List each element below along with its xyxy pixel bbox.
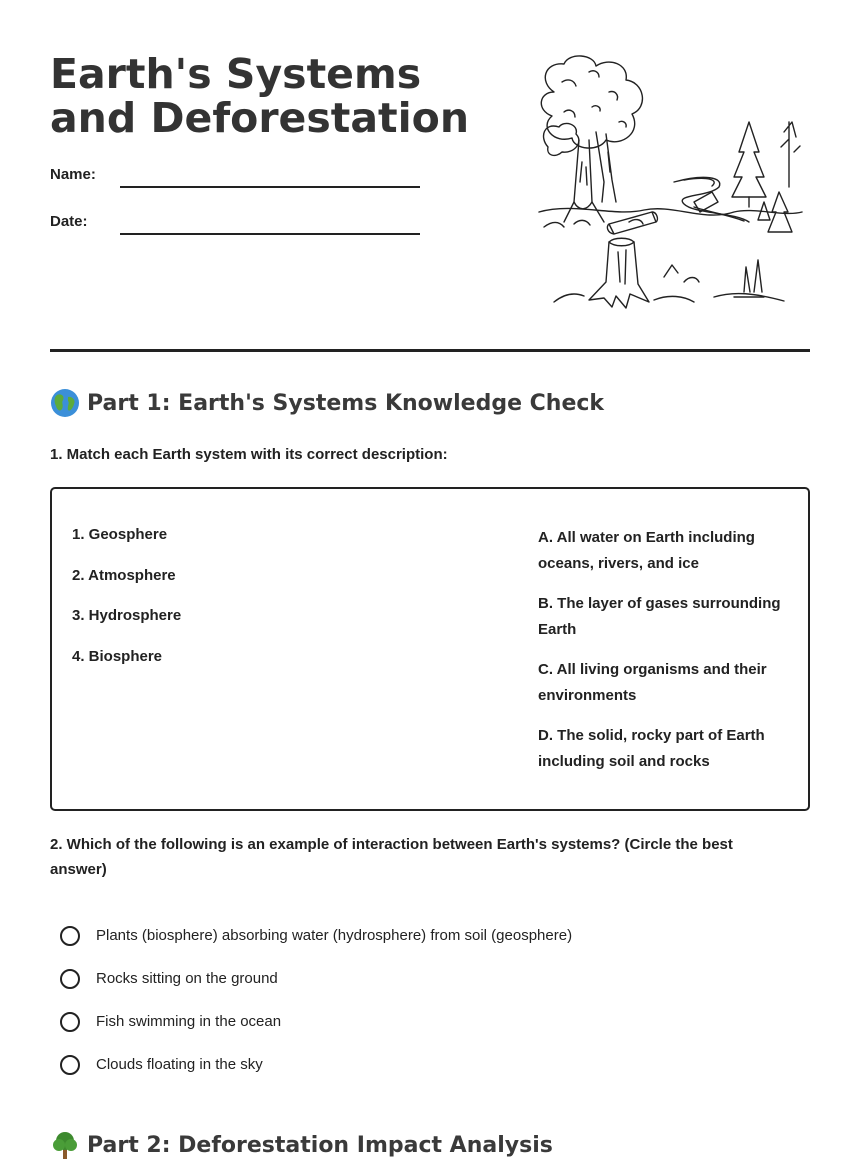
name-input-line[interactable] [120, 186, 420, 188]
forest-deforestation-illustration [534, 52, 804, 317]
worksheet-page [50, 0, 810, 1158]
part2-heading [50, 1130, 553, 1160]
definitions-list [538, 525, 800, 789]
term-item: 1. Geosphere [72, 526, 168, 543]
date-label: Date: [50, 213, 88, 230]
option-label: Plants (biosphere) absorbing water (hydrosphere) from soil (geosphere) [96, 927, 573, 944]
globe-emoji-icon [50, 388, 80, 418]
answer-option[interactable] [60, 967, 572, 1010]
term-item: 4. Biosphere [72, 647, 163, 665]
tree-emoji-icon [50, 1130, 80, 1160]
radio-circle-icon[interactable] [60, 926, 80, 946]
name-field [50, 166, 420, 196]
part1-title: Part 1: Earth's Systems Knowledge Check [87, 390, 605, 416]
name-label: Name: [50, 166, 96, 183]
date-field [50, 213, 420, 243]
term-item: 2. Atmosphere [72, 566, 176, 584]
answer-options [60, 924, 572, 1096]
radio-circle-icon[interactable] [60, 1012, 80, 1032]
matching-box [50, 487, 810, 811]
answer-option[interactable] [60, 1053, 572, 1096]
terms-list [72, 525, 181, 687]
question-1-prompt: 1. Match each Earth system with its correct description: [50, 446, 448, 463]
definition-item: C. All living organisms and their environments [538, 661, 767, 704]
date-input-line[interactable] [120, 233, 420, 235]
page-title: Earth's Systems and Deforestation [50, 50, 470, 142]
option-label: Clouds floating in the sky [96, 1056, 263, 1073]
question-2-prompt: 2. Which of the following is an example of interaction between Earth's systems? (Circle the best answer) [50, 836, 733, 878]
part2-title: Part 2: Deforestation Impact Analysis [87, 1132, 553, 1158]
definition-item: B. The layer of gases surrounding Earth [538, 595, 781, 638]
radio-circle-icon[interactable] [60, 1055, 80, 1075]
definition-item: A. All water on Earth including oceans, rivers, and ice [538, 529, 755, 572]
answer-option[interactable] [60, 1010, 572, 1053]
option-label: Rocks sitting on the ground [96, 970, 278, 987]
option-label: Fish swimming in the ocean [96, 1013, 282, 1030]
radio-circle-icon[interactable] [60, 969, 80, 989]
worksheet-header [50, 0, 810, 352]
answer-option[interactable] [60, 924, 572, 967]
definition-item: D. The solid, rocky part of Earth including soil and rocks [538, 727, 765, 770]
term-item: 3. Hydrosphere [72, 607, 182, 624]
part1-heading [50, 388, 604, 418]
